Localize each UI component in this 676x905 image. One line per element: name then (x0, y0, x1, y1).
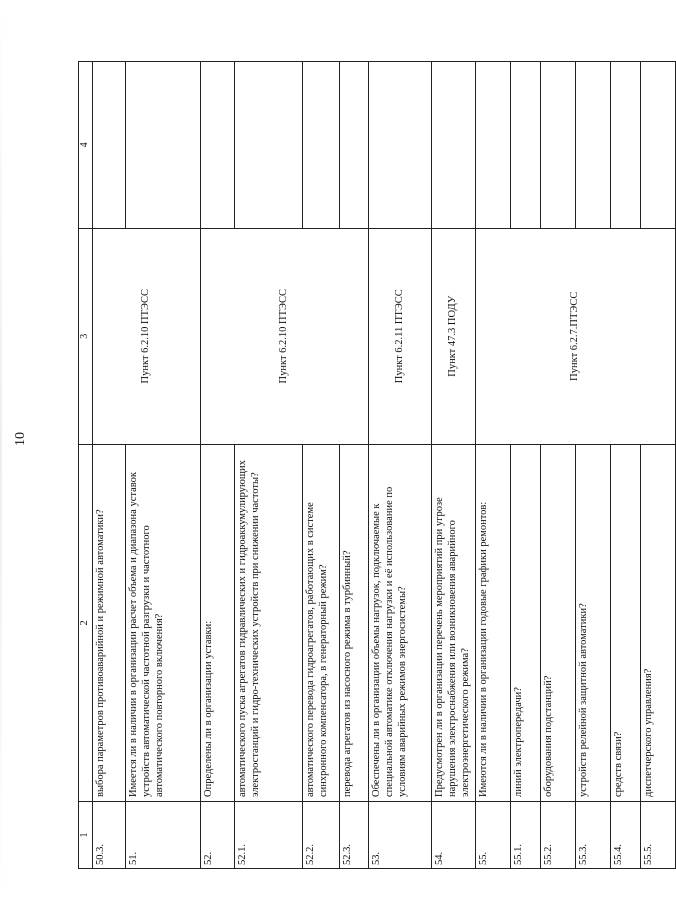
row-notes (510, 62, 540, 229)
table-row (368, 62, 431, 869)
row-number: 50.3. (92, 802, 125, 869)
row-notes (302, 62, 339, 229)
row-number: 55.5. (640, 802, 675, 869)
table-row (640, 62, 675, 869)
row-number: 52.2. (302, 802, 339, 869)
row-number: 52. (200, 802, 234, 869)
table-row (510, 62, 540, 869)
row-question: автоматического пуска агрегатов гидравлических и гидроаккумулирующих электростанций и гидро-технических устройств при снижении частоты? (234, 444, 302, 801)
row-notes (431, 62, 475, 229)
row-question: диспетчерского управления? (640, 444, 675, 801)
norm-reference: Пункт 6.2.10 ПТЭСС (200, 228, 368, 444)
row-number: 51. (125, 802, 200, 869)
table-row (431, 62, 475, 869)
row-question: Имеются ли в наличии в организации годовые графики ремонтов: (475, 444, 510, 801)
table-row (540, 62, 575, 869)
row-question: перевода агрегатов из насосного режима в турбинный? (339, 444, 368, 801)
row-number: 55.3. (575, 802, 610, 869)
header-col-1: 1 (79, 802, 93, 869)
row-question: устройств релейной защитной автоматики? (575, 444, 610, 801)
row-question: автоматического перевода гидроагрегатов, работающих в системе синхронного компенсатора, в генераторный режим? (302, 444, 339, 801)
row-notes (540, 62, 575, 229)
norm-reference: Пункт 6.2.11 ПТЭСС (368, 228, 431, 444)
row-number: 52.3. (339, 802, 368, 869)
row-question: Обеспечены ли в организации объемы нагрузок, подключаемые к специальной автоматике отключения нагрузки и её использование по условиям аварийных режимов энергосистемы? (368, 444, 431, 801)
scan-edge-shadow (0, 0, 2, 905)
row-number: 55.2. (540, 802, 575, 869)
row-notes (640, 62, 675, 229)
row-question: выбора параметров противоаварийной и режимной автоматики? (92, 444, 125, 801)
row-notes (575, 62, 610, 229)
header-col-3: 3 (79, 228, 93, 444)
row-notes (610, 62, 640, 229)
table-row (302, 62, 339, 869)
row-notes (234, 62, 302, 229)
table-row (339, 62, 368, 869)
row-number: 55.4. (610, 802, 640, 869)
row-notes (475, 62, 510, 229)
page-number: 10 (13, 432, 28, 446)
table-row (234, 62, 302, 869)
row-question: средств связи? (610, 444, 640, 801)
table-row (92, 62, 125, 869)
norm-reference: Пункт 47.3 ПОДУ (431, 228, 475, 444)
header-col-2: 2 (79, 444, 93, 801)
header-col-4: 4 (79, 62, 93, 229)
row-number: 53. (368, 802, 431, 869)
row-question: Имеется ли в наличии в организации расчет объема и диапазона уставок устройств автоматической частотной разгрузки и частотного автоматического повторного включения? (125, 444, 200, 801)
row-number: 55. (475, 802, 510, 869)
table-row (575, 62, 610, 869)
table-row (610, 62, 640, 869)
table-row (125, 62, 200, 869)
row-question: линий электропередачи? (510, 444, 540, 801)
requirements-table (78, 61, 676, 869)
row-notes (339, 62, 368, 229)
table-row (200, 62, 234, 869)
row-notes (200, 62, 234, 229)
row-number: 52.1. (234, 802, 302, 869)
row-question: Определены ли в организации уставки: (200, 444, 234, 801)
row-number: 55.1. (510, 802, 540, 869)
row-number: 54. (431, 802, 475, 869)
requirements-table-container (78, 61, 654, 869)
table-header-row (79, 62, 93, 869)
row-notes (368, 62, 431, 229)
row-notes (92, 62, 125, 229)
row-notes (125, 62, 200, 229)
row-question: оборудования подстанций? (540, 444, 575, 801)
row-question: Предусмотрен ли в организации перечень мероприятий при угрозе нарушения электроснабжения или возникновения аварийного электроэнергетического режима? (431, 444, 475, 801)
table-row (475, 62, 510, 869)
norm-reference: Пункт 6.2.10 ПТЭСС (92, 228, 200, 444)
norm-reference: Пункт 6.2.7.ПТЭСС (475, 228, 675, 444)
